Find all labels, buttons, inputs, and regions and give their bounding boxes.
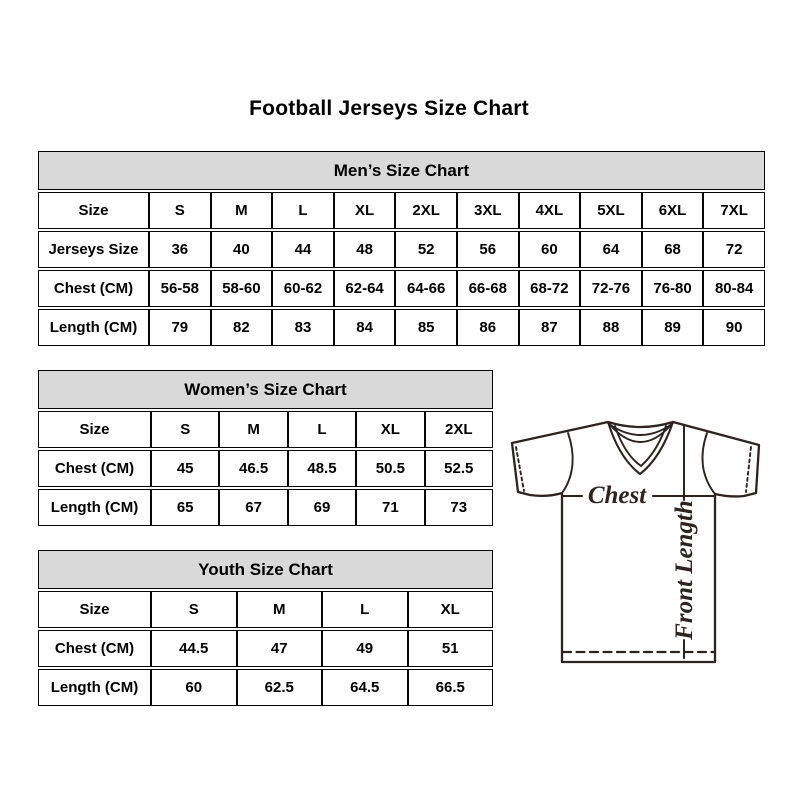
womens-data-row: [38, 450, 493, 487]
value-cell: 66-68: [457, 270, 519, 307]
value-cell: 48: [334, 231, 396, 268]
youth-size-table: [38, 548, 493, 708]
size-col-header: L: [322, 591, 408, 628]
value-cell: 66.5: [408, 669, 494, 706]
value-cell: 60-62: [272, 270, 334, 307]
value-cell: 80-84: [703, 270, 765, 307]
row-label: Chest (CM): [38, 270, 149, 307]
value-cell: 52: [395, 231, 457, 268]
size-col-header: 5XL: [580, 192, 642, 229]
armhole-seam-left: [562, 433, 573, 493]
mens-title-row: [38, 151, 765, 190]
mens-table-title: Men’s Size Chart: [38, 151, 765, 190]
value-cell: 68: [642, 231, 704, 268]
mens-data-row: [38, 231, 765, 268]
youth-size-header-row: [38, 591, 493, 628]
size-col-header: 6XL: [642, 192, 704, 229]
mens-size-header-row: [38, 192, 765, 229]
value-cell: 52.5: [425, 450, 493, 487]
value-cell: 56-58: [149, 270, 211, 307]
value-cell: 73: [425, 489, 493, 526]
size-col-header: S: [149, 192, 211, 229]
size-col-header: 2XL: [395, 192, 457, 229]
value-cell: 60: [151, 669, 237, 706]
value-cell: 85: [395, 309, 457, 346]
size-col-header: S: [151, 591, 237, 628]
value-cell: 44.5: [151, 630, 237, 667]
value-cell: 89: [642, 309, 704, 346]
value-cell: 49: [322, 630, 408, 667]
page-title: Football Jerseys Size Chart: [249, 97, 529, 120]
value-cell: 58-60: [211, 270, 273, 307]
value-cell: 40: [211, 231, 273, 268]
mens-size-table: [38, 149, 765, 348]
value-cell: 48.5: [288, 450, 356, 487]
value-cell: 72: [703, 231, 765, 268]
value-cell: 88: [580, 309, 642, 346]
value-cell: 86: [457, 309, 519, 346]
chest-label: Chest: [587, 482, 647, 509]
value-cell: 69: [288, 489, 356, 526]
value-cell: 72-76: [580, 270, 642, 307]
armhole-seam-right: [702, 433, 715, 494]
womens-size-header-row: [38, 411, 493, 448]
size-row-label: Size: [38, 591, 151, 628]
value-cell: 67: [219, 489, 287, 526]
value-cell: 71: [356, 489, 424, 526]
front-length-label: Front Length: [671, 500, 698, 640]
value-cell: 79: [149, 309, 211, 346]
size-row-label: Size: [38, 411, 151, 448]
value-cell: 47: [237, 630, 323, 667]
value-cell: 51: [408, 630, 494, 667]
row-label: Length (CM): [38, 489, 151, 526]
value-cell: 64.5: [322, 669, 408, 706]
youth-data-row: [38, 669, 493, 706]
jersey-measurement-diagram: [495, 400, 780, 690]
value-cell: 64-66: [395, 270, 457, 307]
size-col-header: XL: [334, 192, 396, 229]
value-cell: 36: [149, 231, 211, 268]
size-col-header: 4XL: [519, 192, 581, 229]
womens-data-row: [38, 489, 493, 526]
value-cell: 45: [151, 450, 219, 487]
value-cell: 83: [272, 309, 334, 346]
row-label: Jerseys Size: [38, 231, 149, 268]
value-cell: 65: [151, 489, 219, 526]
value-cell: 44: [272, 231, 334, 268]
value-cell: 62-64: [334, 270, 396, 307]
value-cell: 76-80: [642, 270, 704, 307]
size-col-header: L: [272, 192, 334, 229]
value-cell: 60: [519, 231, 581, 268]
value-cell: 62.5: [237, 669, 323, 706]
womens-table-title: Women’s Size Chart: [38, 370, 493, 409]
row-label: Length (CM): [38, 669, 151, 706]
womens-title-row: [38, 370, 493, 409]
value-cell: 68-72: [519, 270, 581, 307]
size-col-header: M: [219, 411, 287, 448]
youth-table-title: Youth Size Chart: [38, 550, 493, 589]
value-cell: 46.5: [219, 450, 287, 487]
size-col-header: L: [288, 411, 356, 448]
size-col-header: XL: [408, 591, 494, 628]
row-label: Chest (CM): [38, 450, 151, 487]
value-cell: 87: [519, 309, 581, 346]
size-row-label: Size: [38, 192, 149, 229]
row-label: Chest (CM): [38, 630, 151, 667]
value-cell: 90: [703, 309, 765, 346]
value-cell: 82: [211, 309, 273, 346]
mens-data-row: [38, 270, 765, 307]
row-label: Length (CM): [38, 309, 149, 346]
value-cell: 50.5: [356, 450, 424, 487]
jersey-outline-shape: [512, 422, 759, 662]
size-col-header: 7XL: [703, 192, 765, 229]
youth-title-row: [38, 550, 493, 589]
size-col-header: 2XL: [425, 411, 493, 448]
size-col-header: S: [151, 411, 219, 448]
size-col-header: XL: [356, 411, 424, 448]
sleeve-cuff-dash-right: [746, 447, 751, 492]
mens-data-row: [38, 309, 765, 346]
size-col-header: 3XL: [457, 192, 519, 229]
youth-data-row: [38, 630, 493, 667]
womens-size-table: [38, 368, 493, 528]
value-cell: 84: [334, 309, 396, 346]
size-col-header: M: [237, 591, 323, 628]
value-cell: 56: [457, 231, 519, 268]
size-col-header: M: [211, 192, 273, 229]
value-cell: 64: [580, 231, 642, 268]
